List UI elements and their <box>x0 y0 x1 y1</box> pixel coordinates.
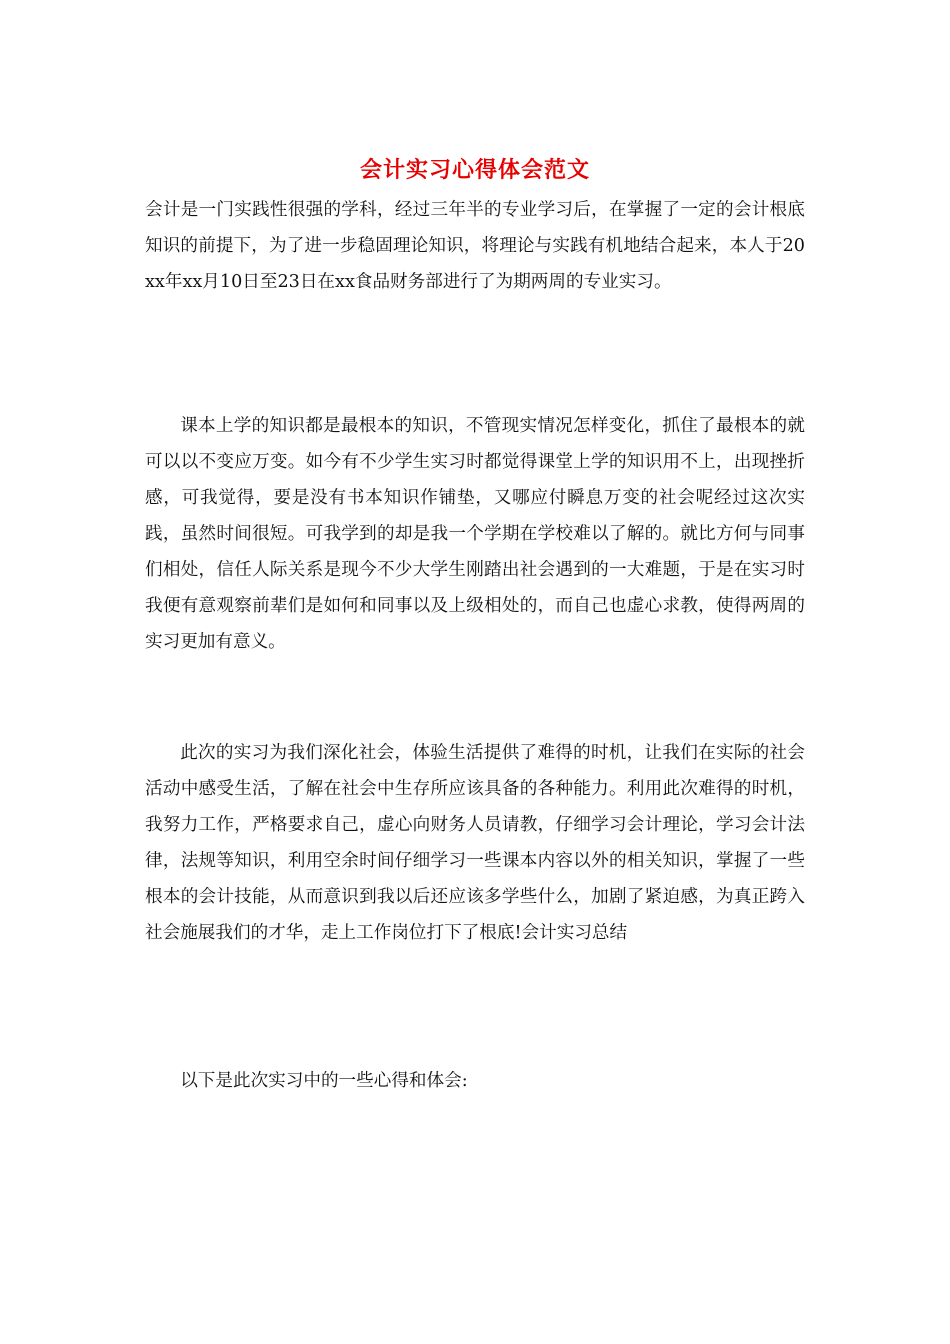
paragraph-reflections-intro: 以下是此次实习中的一些心得和体会: <box>180 1071 468 1091</box>
paragraph-intro: 会计是一门实践性很强的学科，经过三年半的专业学习后，在掌握了一定的会计根底知识的前提下，为了进一步稳固理论知识，将理论与实践有机地结合起来，本人于20xx年xx月10日至23日在xx食品财务部进行了为期两周的专业实习。 <box>145 200 805 292</box>
paragraph-textbook-knowledge: 课本上学的知识都是最根本的知识，不管现实情况怎样变化，抓住了最根本的就可以以不变应万变。如今有不少学生实习时都觉得课堂上学的知识用不上，出现挫折感，可我觉得，要是没有书本知识作铺垫，又哪应付瞬息万变的社会呢经过这次实践，虽然时间很短。可我学到的却是我一个学期在学校难以了解的。就比方何与同事们相处，信任人际关系是现今不少大学生刚踏出社会遇到的一大难题，于是在实习时我便有意观察前辈们是如何和同事以及上级相处的，而自己也虚心求教，使得两周的实习更加有意义。 <box>145 416 805 652</box>
paragraph-internship-opportunity: 此次的实习为我们深化社会，体验生活提供了难得的时机，让我们在实际的社会活动中感受生活，了解在社会中生存所应该具备的各种能力。利用此次难得的时机，我努力工作，严格要求自己，虚心向财务人员请教，仔细学习会计理论，学习会计法律，法规等知识，利用空余时间仔细学习一些课本内容以外的相关知识，掌握了一些根本的会计技能，从而意识到我以后还应该多学些什么，加剧了紧迫感，为真正跨入社会施展我们的才华，走上工作岗位打下了根底!会计实习总结 <box>145 743 805 943</box>
document-title: 会计实习心得体会范文 <box>359 157 590 183</box>
